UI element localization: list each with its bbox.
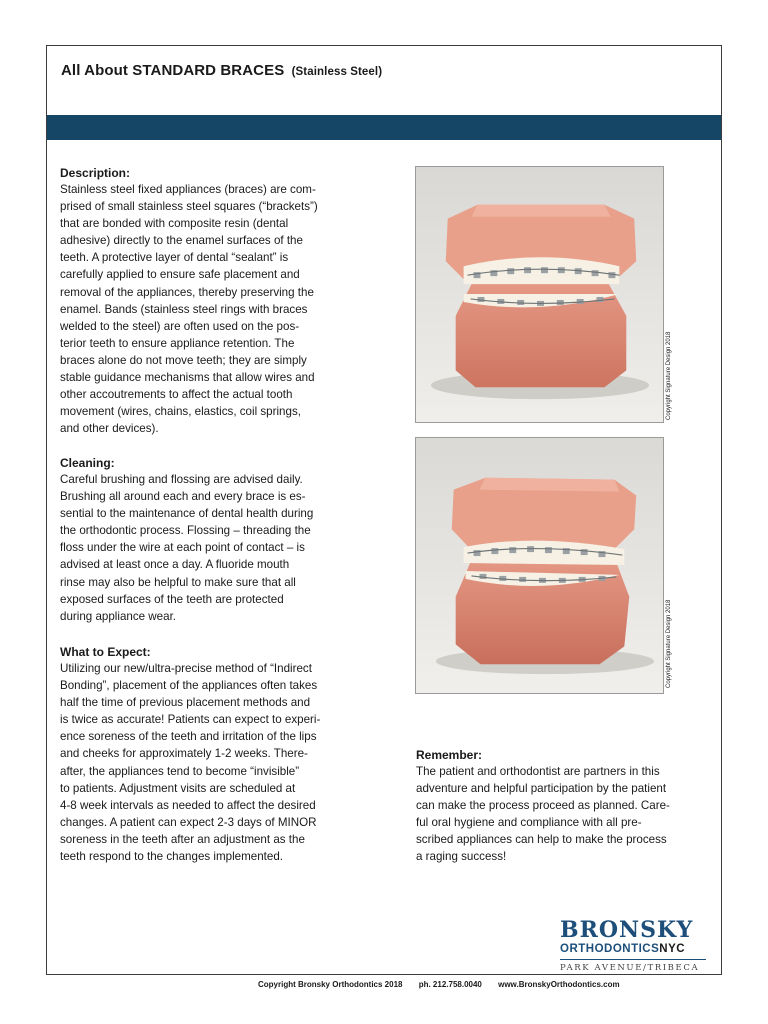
footer bbox=[258, 980, 634, 989]
text-line: adhesive) directly to the enamel surfaces of the bbox=[60, 234, 303, 248]
title-sub: (Stainless Steel) bbox=[291, 66, 383, 78]
text-line: that are bonded with composite resin (dental bbox=[60, 217, 289, 231]
remember-heading: Remember: bbox=[416, 748, 483, 762]
footer-website: www.BronskyOrthodontics.com bbox=[498, 980, 620, 989]
text-line: removal of the appliances, thereby preserving the bbox=[60, 285, 314, 299]
logo-rule bbox=[560, 959, 706, 960]
description-text bbox=[60, 181, 318, 437]
text-line: to patients. Adjustment visits are scheduled at bbox=[60, 781, 296, 795]
text-line: ence soreness of the teeth and irritation of the lips bbox=[60, 730, 317, 744]
text-line: movement (wires, chains, elastics, coil springs, bbox=[60, 405, 301, 419]
text-line: 4-8 week intervals as needed to affect the desired bbox=[60, 798, 316, 812]
footer-copyright: Copyright Bronsky Orthodontics 2018 bbox=[258, 980, 403, 989]
text-line: teeth. A protective layer of dental “sealant” is bbox=[60, 251, 289, 265]
text-line: terior teeth to ensure appliance retention. The bbox=[60, 336, 295, 350]
text-line: braces alone do not move teeth; they are simply bbox=[60, 353, 307, 367]
logo-locations: PARK AVENUE/TRIBECA bbox=[560, 963, 700, 973]
text-line: can make the process proceed as planned. Care- bbox=[416, 799, 670, 813]
expect-text bbox=[60, 660, 320, 865]
logo-subtitle bbox=[560, 942, 710, 956]
text-line: ful oral hygiene and compliance with all pre- bbox=[416, 816, 642, 830]
braces-model-photo-angled bbox=[415, 437, 664, 694]
logo-subtitle-a: ORTHODONTICS bbox=[560, 943, 660, 955]
expect-heading: What to Expect: bbox=[60, 645, 151, 659]
text-line: scribed appliances can help to make the process bbox=[416, 833, 667, 847]
header-band bbox=[47, 115, 721, 140]
text-line: Stainless steel fixed appliances (braces) are com- bbox=[60, 183, 316, 196]
text-line: Bonding”, placement of the appliances often takes bbox=[60, 679, 318, 693]
text-line: a raging success! bbox=[416, 850, 507, 864]
text-line: enamel. Bands (stainless steel rings with braces bbox=[60, 302, 308, 316]
text-line: Brushing all around each and every brace is es- bbox=[60, 490, 306, 504]
logo-name: BRONSKY bbox=[560, 917, 694, 943]
text-line: floss under the wire at each point of contact – is bbox=[60, 541, 305, 555]
text-line: rinse may also be helpful to make sure that all bbox=[60, 575, 296, 589]
text-line: and cheeks for approximately 1-2 weeks. There- bbox=[60, 747, 308, 761]
text-line: half the time of previous placement methods and bbox=[60, 696, 311, 710]
text-line: stable guidance mechanisms that allow wires and bbox=[60, 371, 315, 385]
photo-credit-top: Copyright Signature Design 2018 bbox=[666, 331, 672, 420]
text-line: advised at least once a day. A fluoride mouth bbox=[60, 558, 290, 572]
text-line: the orthodontic process. Flossing – threading the bbox=[60, 524, 311, 538]
text-line: carefully applied to ensure safe placement and bbox=[60, 268, 300, 282]
text-line: prised of small stainless steel squares (“brackets”) bbox=[60, 200, 318, 214]
cleaning-heading: Cleaning: bbox=[60, 456, 115, 470]
text-line: adventure and helpful participation by the patient bbox=[416, 782, 667, 796]
remember-text bbox=[416, 763, 670, 866]
text-line: Careful brushing and flossing are advised daily. bbox=[60, 473, 303, 486]
logo-subtitle-b: NYC bbox=[659, 943, 686, 955]
text-line: sential to the maintenance of dental health during bbox=[60, 507, 314, 521]
text-line: exposed surfaces of the teeth are protected bbox=[60, 592, 284, 606]
text-line: changes. A patient can expect 2-3 days of MINOR bbox=[60, 815, 317, 829]
text-line: is twice as accurate! Patients can expect to experi- bbox=[60, 713, 321, 727]
text-line: after, the appliances tend to become “invisible” bbox=[60, 764, 300, 778]
text-line: teeth respond to the changes implemented. bbox=[60, 850, 284, 864]
text-line: soreness in the teeth after an adjustment as the bbox=[60, 832, 305, 846]
text-line: The patient and orthodontist are partners in this bbox=[416, 765, 660, 778]
braces-model-photo-front bbox=[415, 166, 664, 423]
text-line: Utilizing our new/ultra-precise method of “Indirect bbox=[60, 662, 312, 675]
text-line: other accoutrements to affect the actual tooth bbox=[60, 388, 293, 402]
text-line: welded to the steel) are often used on the pos- bbox=[60, 319, 300, 333]
bronsky-logo bbox=[560, 918, 710, 973]
footer-phone: ph. 212.758.0040 bbox=[418, 980, 482, 989]
description-heading: Description: bbox=[60, 166, 131, 180]
title-main: All About STANDARD BRACES bbox=[61, 62, 285, 79]
cleaning-text bbox=[60, 471, 313, 625]
page-title bbox=[61, 62, 382, 79]
text-line: during appliance wear. bbox=[60, 609, 177, 623]
text-line: and other devices). bbox=[60, 422, 159, 436]
photo-credit-bottom: Copyright Signature Design 2018 bbox=[666, 599, 672, 688]
